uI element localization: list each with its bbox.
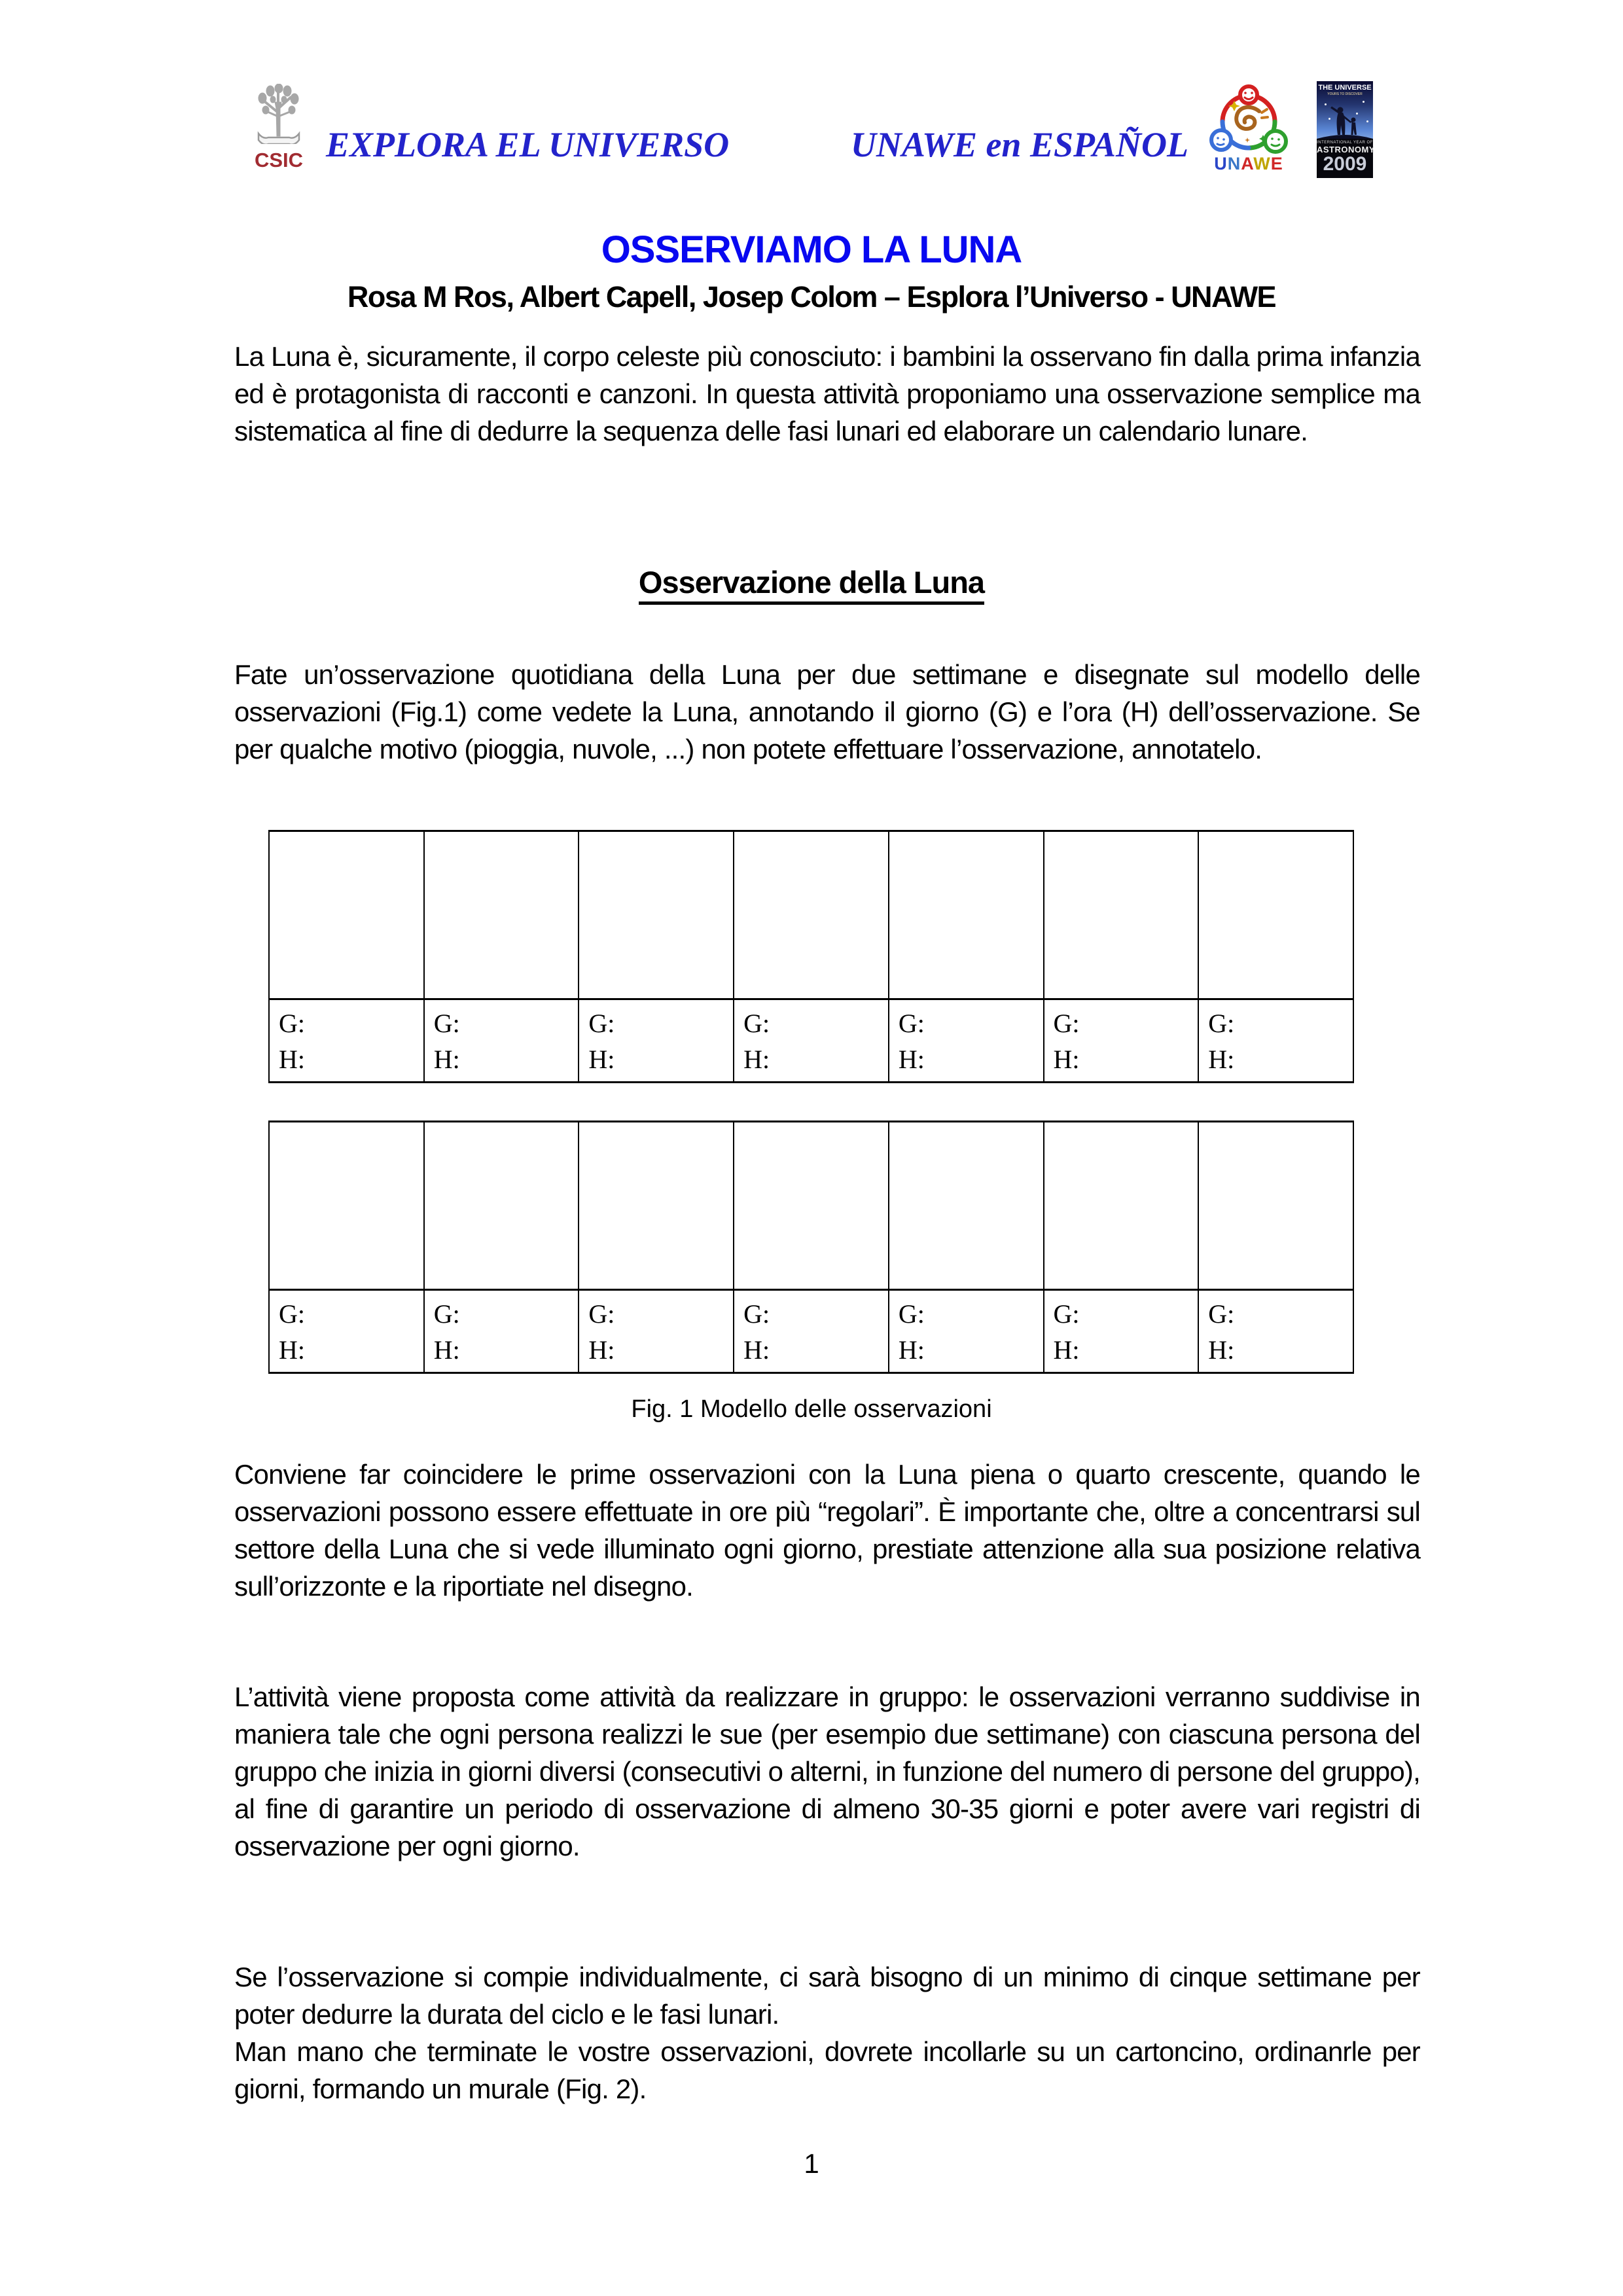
iya2009-year: 2009: [1323, 153, 1367, 175]
hour-label: H:: [898, 1045, 925, 1074]
day-hour-row: [269, 1290, 1353, 1373]
day-label: G:: [588, 1009, 615, 1038]
day-label: G:: [1208, 1299, 1235, 1329]
paragraph-observation: Fate un’osservazione quotidiana della Luna per due settimane e disegnate sul modello delle osservazioni (Fig.1) come vedete la Luna, annotando il giorno (G) e l’ora (H) dell’osservazione. Se per qualche motivo (pioggia, nuvole, ...) non potete effettuare l’osservazione, annotatelo.: [234, 659, 1420, 764]
iya2009-year-of-label: INTERNATIONAL YEAR OF: [1317, 141, 1373, 145]
header-script-titles: [326, 124, 1188, 165]
day-label: G:: [1053, 1299, 1080, 1329]
day-hour-cell: [889, 999, 1044, 1083]
observation-table-week2: [268, 1121, 1354, 1374]
day-hour-cell: [1198, 1290, 1353, 1373]
section-heading-text: Osservazione della Luna: [639, 565, 984, 605]
star-icon: [1363, 101, 1364, 103]
moon-drawing-cell: [1044, 831, 1199, 999]
hour-label: H:: [279, 1335, 305, 1365]
hour-label: H:: [1208, 1335, 1235, 1365]
day-label: G:: [898, 1009, 925, 1038]
day-hour-cell: [1044, 999, 1199, 1083]
day-hour-cell: [734, 999, 889, 1083]
day-label: G:: [433, 1299, 460, 1329]
day-hour-cell: [269, 1290, 424, 1373]
hour-label: H:: [433, 1045, 460, 1074]
moon-drawing-cell: [1198, 1122, 1353, 1290]
paragraph-group: L’attività viene proposta come attività da realizzare in gruppo: le osservazioni verranno suddivise in maniera tale che ogni persona realizzi le sue (per esempio due settimane) con ciascuna persona del gruppo che inizia in giorni diversi (consecutivi o alterni, in funzione del numero di persone del gruppo), al fine di garantire un periodo di osservazione di almeno 30-35 giorni e poter avere vari registri di osservazione per ogni giorno.: [234, 1681, 1420, 1861]
moon-drawing-row: [269, 1122, 1353, 1290]
moon-drawing-cell: [734, 831, 889, 999]
moon-drawing-cell: [889, 1122, 1044, 1290]
moon-drawing-cell: [579, 831, 734, 999]
day-label: G:: [898, 1299, 925, 1329]
paragraph-mural: Man mano che terminate le vostre osservazioni, dovrete incollarle su un cartoncino, ordinanrle per giorni, formando un murale (Fig. 2).: [234, 2036, 1420, 2104]
day-label: G:: [743, 1299, 770, 1329]
moon-drawing-cell: [1198, 831, 1353, 999]
section-heading: [0, 564, 1623, 600]
moon-drawing-cell: [579, 1122, 734, 1290]
day-label: G:: [1208, 1009, 1235, 1038]
authors-line: Rosa M Ros, Albert Capell, Josep Colom – Esplora l’Universo - UNAWE: [347, 280, 1276, 314]
figure-caption: Fig. 1 Modello delle osservazioni: [631, 1395, 992, 1423]
moon-drawing-cell: [424, 831, 579, 999]
hour-label: H:: [743, 1045, 770, 1074]
observation-table-week1: [268, 830, 1354, 1083]
day-hour-row: [269, 999, 1353, 1083]
csic-label: CSIC: [254, 149, 304, 171]
iya2009-logo: [1317, 81, 1373, 178]
unawe-letter: U: [1214, 154, 1228, 173]
unawe-letter: E: [1270, 154, 1283, 173]
day-hour-cell: [1044, 1290, 1199, 1373]
day-hour-cell: [579, 1290, 734, 1373]
csic-tree-icon: [253, 84, 304, 144]
moon-drawing-cell: [734, 1122, 889, 1290]
hour-label: H:: [279, 1045, 305, 1074]
paragraph-individual-block: [234, 1958, 1420, 2108]
hour-label: H:: [1053, 1045, 1080, 1074]
hour-label: H:: [588, 1335, 615, 1365]
page-title: OSSERVIAMO LA LUNA: [601, 228, 1022, 271]
adult-child-silhouette-icon: [1317, 105, 1373, 139]
hour-label: H:: [433, 1335, 460, 1365]
hour-label: H:: [588, 1045, 615, 1074]
day-label: G:: [279, 1009, 305, 1038]
moon-drawing-cell: [1044, 1122, 1199, 1290]
hour-label: H:: [898, 1335, 925, 1365]
unawe-letter: A: [1241, 154, 1254, 173]
day-label: G:: [588, 1299, 615, 1329]
moon-drawing-cell: [269, 1122, 424, 1290]
iya2009-title: THE UNIVERSE: [1318, 84, 1372, 92]
hour-label: H:: [743, 1335, 770, 1365]
day-label: G:: [279, 1299, 305, 1329]
iya2009-subtitle: YOURS TO DISCOVER: [1327, 92, 1363, 96]
unawe-logo: [1204, 82, 1293, 173]
day-hour-cell: [424, 1290, 579, 1373]
day-label: G:: [1053, 1009, 1080, 1038]
day-hour-cell: [579, 999, 734, 1083]
moon-drawing-cell: [424, 1122, 579, 1290]
hour-label: H:: [1053, 1335, 1080, 1365]
paragraph-individual: Se l’osservazione si compie individualmente, ci sarà bisogno di un minimo di cinque settimane per poter dedurre la durata del ciclo e le fasi lunari.: [234, 1962, 1420, 2030]
page-number: 1: [804, 2148, 819, 2179]
csic-logo: [251, 84, 307, 172]
day-label: G:: [433, 1009, 460, 1038]
day-hour-cell: [734, 1290, 889, 1373]
iya2009-banner: [1317, 139, 1373, 178]
unawe-en-espanol-title: UNAWE en ESPAÑOL: [850, 125, 1188, 164]
paragraph-advice: Conviene far coincidere le prime osservazioni con la Luna piena o quarto crescente, quando le osservazioni possono essere effettuate in ore più “regolari”. È importante che, oltre a concentrarsi sul settore della Luna che si vede illuminato ogni giorno, prestiate attenzione alla sua posizione relativa sull’orizzonte e la riportiate nel disegno.: [234, 1459, 1420, 1602]
hour-label: H:: [1208, 1045, 1235, 1074]
unawe-label: [1204, 155, 1293, 173]
day-hour-cell: [889, 1290, 1044, 1373]
unawe-letter: N: [1227, 154, 1241, 173]
moon-drawing-cell: [269, 831, 424, 999]
explora-el-universo-title: EXPLORA EL UNIVERSO: [326, 125, 730, 164]
moon-drawing-row: [269, 831, 1353, 999]
day-label: G:: [743, 1009, 770, 1038]
paragraph-intro: La Luna è, sicuramente, il corpo celeste più conosciuto: i bambini la osservano fin dalla prima infanzia ed è protagonista di racconti e canzoni. In questa attività proponiamo una osservazione semplice ma sistematica al fine di dedurre la sequenza delle fasi lunari ed elaborare un calendario lunare.: [234, 341, 1420, 446]
iya2009-astronomy-label: ASTRONOMY: [1317, 145, 1375, 154]
day-hour-cell: [424, 999, 579, 1083]
iya2009-sky: [1317, 81, 1373, 139]
moon-drawing-cell: [889, 831, 1044, 999]
unawe-children-icon: [1205, 82, 1292, 154]
day-hour-cell: [1198, 999, 1353, 1083]
unawe-letter: W: [1253, 154, 1271, 173]
day-hour-cell: [269, 999, 424, 1083]
